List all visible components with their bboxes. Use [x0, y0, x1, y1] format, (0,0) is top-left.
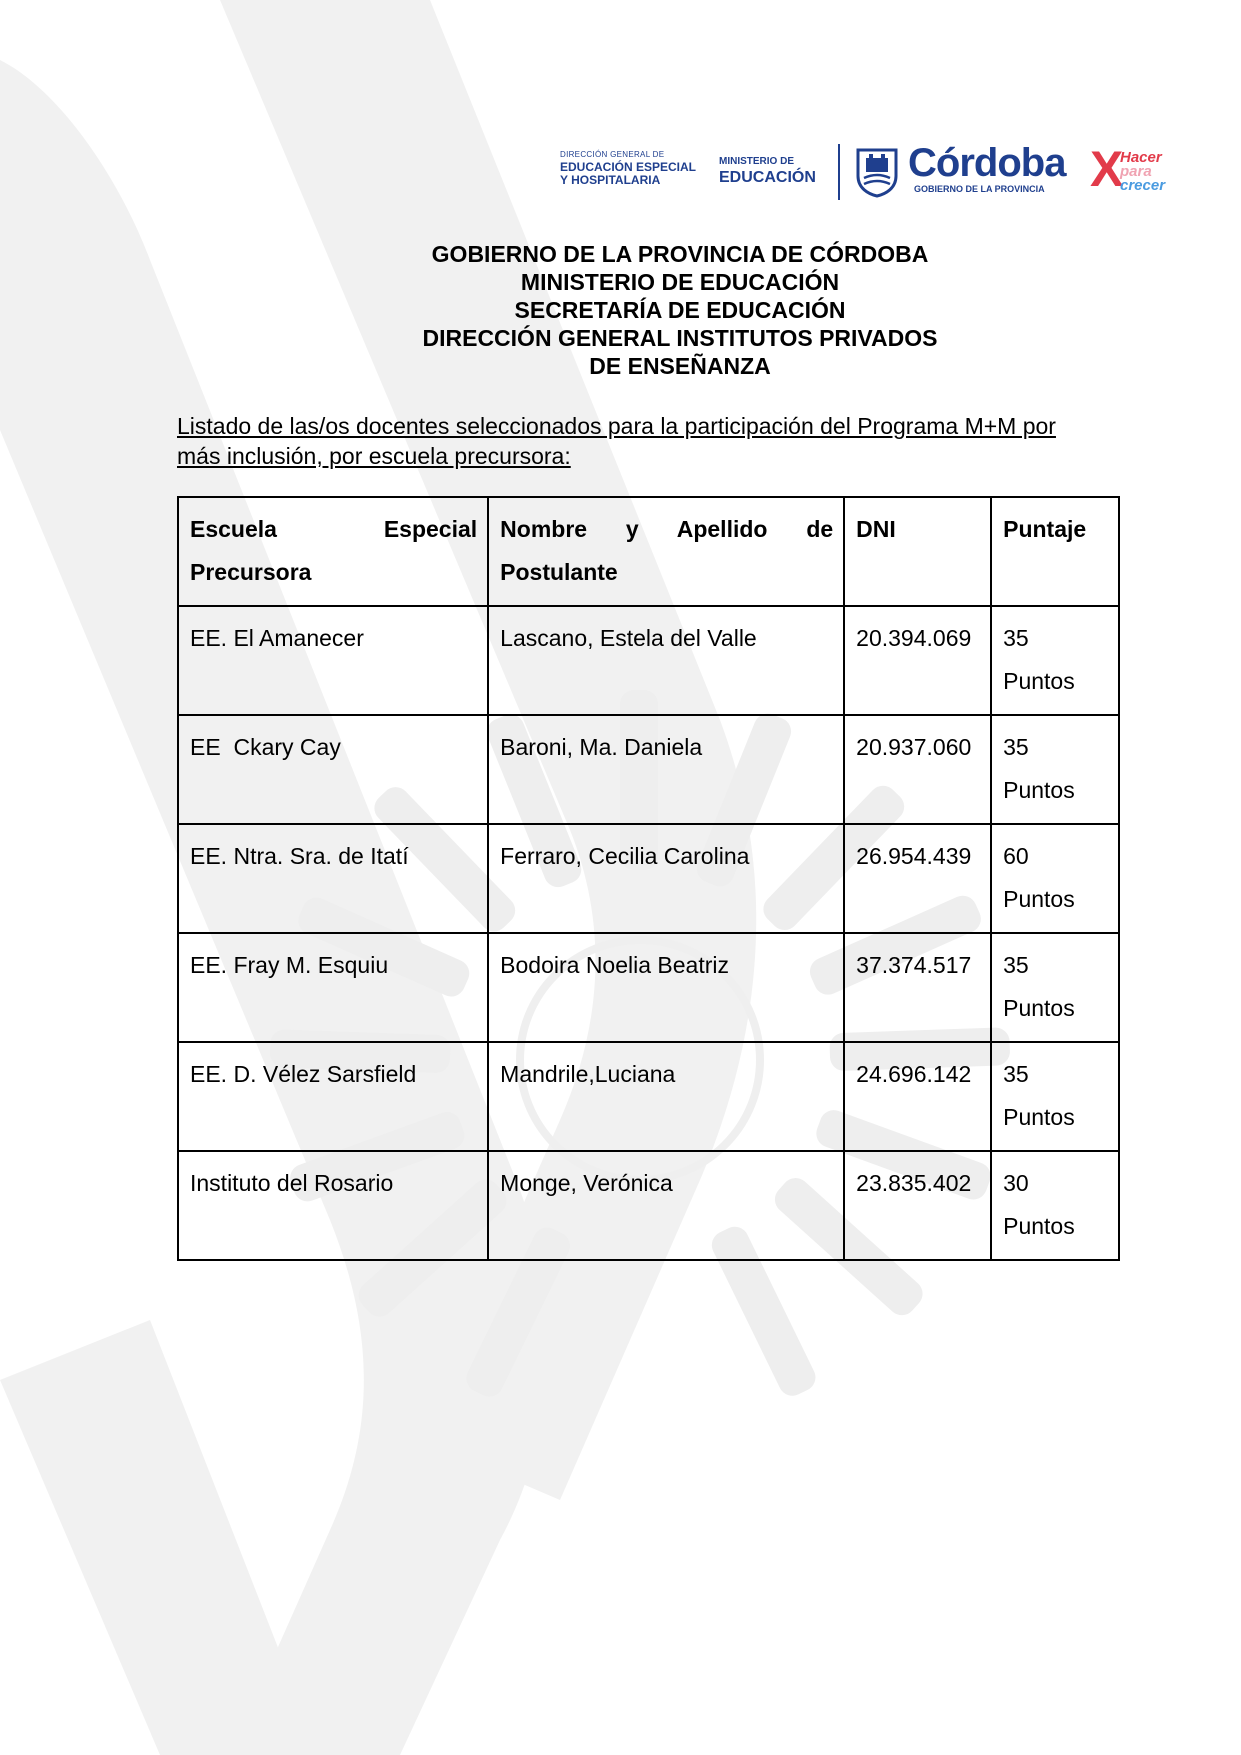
header-name-word-4: de — [806, 516, 834, 542]
header-name-word-3: Apellido — [676, 516, 768, 542]
hacer-word: Hacer — [1120, 149, 1162, 166]
table-row — [178, 715, 1119, 824]
header-dni: DNI — [844, 497, 991, 606]
score-value: 35 — [1003, 1061, 1029, 1087]
header-score: Puntaje — [991, 497, 1119, 606]
cell-score — [991, 1042, 1119, 1151]
header-name-line-2: Postulante — [500, 559, 618, 585]
x-mark-icon: X — [1090, 141, 1124, 197]
cell-school: EE. D. Vélez Sarsfield — [178, 1042, 488, 1151]
heading-line-1: GOBIERNO DE LA PROVINCIA DE CÓRDOBA — [431, 241, 929, 267]
header-school-line-1 — [190, 508, 477, 551]
header-school — [178, 497, 488, 606]
cell-school: EE. Ntra. Sra. de Itatí — [178, 824, 488, 933]
crecer-word: crecer — [1120, 177, 1166, 194]
cell-school: EE Ckary Cay — [178, 715, 488, 824]
cell-score — [991, 824, 1119, 933]
ministry-line2: EDUCACIÓN — [719, 169, 816, 186]
cell-school: Instituto del Rosario — [178, 1151, 488, 1260]
table-row — [178, 1151, 1119, 1260]
header-school-word-2: Especial — [383, 516, 478, 542]
cell-dni: 20.937.060 — [844, 715, 991, 824]
table-header-row — [178, 497, 1119, 606]
cell-dni: 24.696.142 — [844, 1042, 991, 1151]
cell-name: Ferraro, Cecilia Carolina — [488, 824, 844, 933]
header-name — [488, 497, 844, 606]
logo-divider — [838, 144, 840, 200]
score-unit: Puntos — [1003, 1104, 1075, 1130]
dges-line3: Y HOSPITALARIA — [560, 173, 661, 187]
score-unit: Puntos — [1003, 668, 1075, 694]
score-unit: Puntos — [1003, 886, 1075, 912]
cell-dni: 23.835.402 — [844, 1151, 991, 1260]
cordoba-wordmark: Córdoba — [908, 141, 1066, 185]
cordoba-subtitle: GOBIERNO DE LA PROVINCIA — [914, 184, 1045, 194]
cell-name: Baroni, Ma. Daniela — [488, 715, 844, 824]
cell-dni: 26.954.439 — [844, 824, 991, 933]
score-value: 30 — [1003, 1170, 1029, 1196]
selected-teachers-table — [177, 496, 1120, 1261]
header-school-line-2: Precursora — [190, 559, 312, 585]
cell-school: EE. El Amanecer — [178, 606, 488, 715]
ministry-line1: MINISTERIO DE — [719, 156, 795, 167]
cell-name: Monge, Verónica — [488, 1151, 844, 1260]
score-value: 60 — [1003, 843, 1029, 869]
header-name-word-2: y — [625, 516, 639, 542]
score-unit: Puntos — [1003, 995, 1075, 1021]
document-heading — [250, 240, 1110, 380]
cell-name: Lascano, Estela del Valle — [488, 606, 844, 715]
cell-score — [991, 1151, 1119, 1260]
cell-score — [991, 606, 1119, 715]
cordoba-logo — [908, 142, 1065, 194]
table-row — [178, 1042, 1119, 1151]
score-value: 35 — [1003, 734, 1029, 760]
cell-school: EE. Fray M. Esquiu — [178, 933, 488, 1042]
heading-line-3: SECRETARÍA DE EDUCACIÓN — [514, 297, 846, 323]
cell-dni: 20.394.069 — [844, 606, 991, 715]
para-word: para — [1120, 163, 1152, 180]
header-name-word-1: Nombre — [500, 516, 588, 542]
heading-line-5: DE ENSEÑANZA — [589, 353, 771, 379]
cell-score — [991, 933, 1119, 1042]
intro-line-2: más inclusión, por escuela precursora: — [177, 443, 571, 469]
cell-name: Mandrile,Luciana — [488, 1042, 844, 1151]
score-value: 35 — [1003, 952, 1029, 978]
hacer-para-crecer-logo — [1090, 141, 1186, 200]
header-school-word-1: Escuela — [190, 516, 277, 542]
score-unit: Puntos — [1003, 1213, 1075, 1239]
intro-line-1: Listado de las/os docentes seleccionados para la participación del Programa M+M por — [177, 413, 1056, 439]
cell-dni: 37.374.517 — [844, 933, 991, 1042]
dges-logo — [560, 148, 696, 187]
table-row — [178, 824, 1119, 933]
score-value: 35 — [1003, 625, 1029, 651]
intro-text — [177, 411, 1137, 471]
coat-of-arms-icon — [854, 146, 900, 198]
dges-line2: EDUCACIÓN ESPECIAL — [560, 160, 697, 174]
table-row — [178, 933, 1119, 1042]
score-unit: Puntos — [1003, 777, 1075, 803]
header-logos — [560, 141, 1190, 204]
header-name-line-1 — [500, 508, 833, 551]
cell-score — [991, 715, 1119, 824]
heading-line-4: DIRECCIÓN GENERAL INSTITUTOS PRIVADOS — [422, 325, 938, 351]
table-row — [178, 606, 1119, 715]
cell-name: Bodoira Noelia Beatriz — [488, 933, 844, 1042]
ministry-logo — [719, 154, 816, 186]
heading-line-2: MINISTERIO DE EDUCACIÓN — [520, 269, 840, 295]
dges-line1: DIRECCIÓN GENERAL DE — [560, 150, 665, 159]
